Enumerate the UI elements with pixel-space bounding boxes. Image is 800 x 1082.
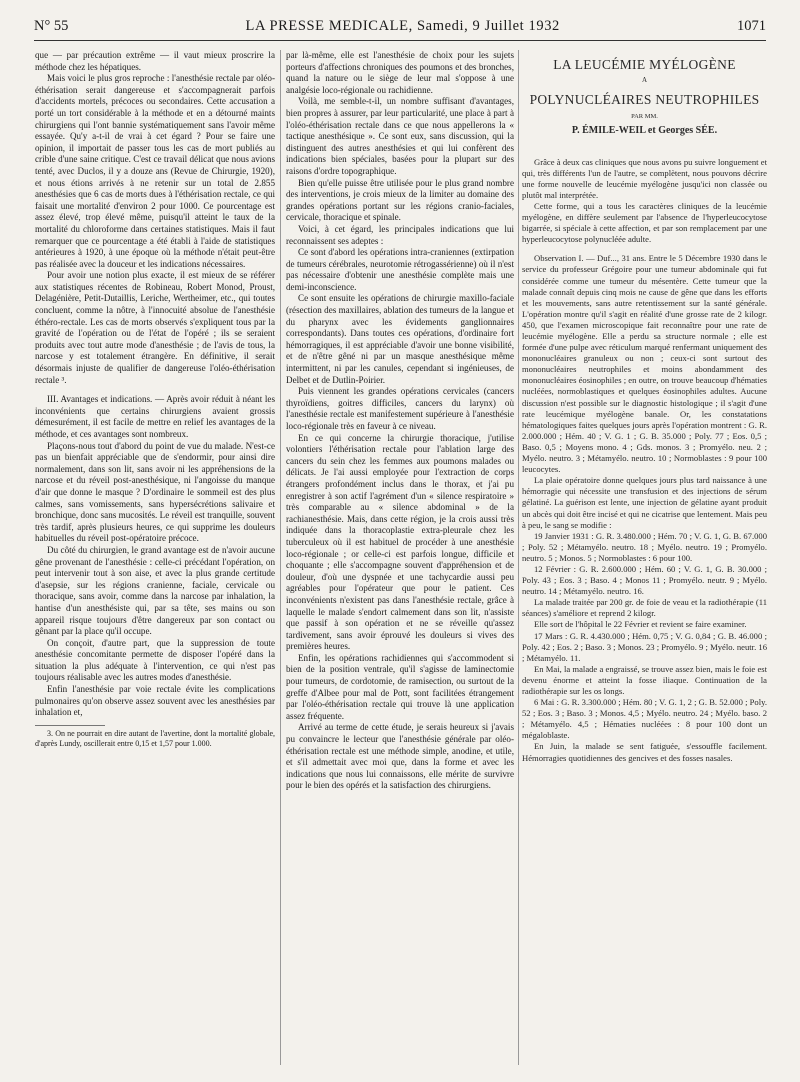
paragraph: Voilà, me semble-t-il, un nombre suffisant d'avantages, bien propres à assurer, par leur particularité, une place à part à l'oléo-éthérisation rectale dans ce que nous appellerons la « tactique anesthésique ». Ce sont eux, sans discussion, qui la distinguent des autres anesthésies et qui lui confèrent des indications bien spéciales, basées pour la plupart sur des raisons d'ordre topographique. bbox=[286, 96, 514, 176]
paragraph: Grâce à deux cas cliniques que nous avons pu suivre longuement et qui, très différents l'un de l'autre, se complètent, nous pouvons décrire une forme nouvelle de leucémie myélogène jusqu'ici non classée ou plutôt mal interprétée. bbox=[522, 156, 767, 200]
article-title-connector: A bbox=[641, 76, 648, 84]
paragraph: Plaçons-nous tout d'abord du point de vue du malade. N'est-ce pas un bienfait appréciable que de s'endormir, pour ainsi dire normalement, dans son lit, sans avoir ni les appréhensions de la narcose et du réveil post-anesthésique, ni l'angoisse du manque d'air que donne le masque ? D'ordinaire le sommeil est des plus calmes, sans vomissements, sans hypersécrétions salivaire et bronchique, donc sans mucosités. Le réveil est tranquille, souvent très tardif, après plusieurs heures, ce qui supprime les douleurs habituelles du réveil post-opératoire précoce. bbox=[35, 440, 275, 544]
article-authors: P. ÉMILE-WEIL et Georges SÉE. bbox=[571, 125, 718, 136]
article-title-line-1: LA LEUCÉMIE MYÉLOGÈNE bbox=[553, 57, 736, 72]
paragraph: En ce qui concerne la chirurgie thoracique, j'utilise volontiers l'éthérisation rectale pour l'ablation large des cancers du sein chez les femmes aux poumons malades ou délicats. Je l'ai aussi employée pour l'extraction de corps étrangers profondément inclus dans le thorax, et j'ai pu enregistrer à son actif l'agrément d'un « silence respiratoire » très comparable au « silence abdominal » de la rachianesthésie. Mais, dans cette région, je la crois aussi très indiquée dans la thoracoplastie extra-pleurale chez les tuberculeux où il est habituel de procéder à une anesthésie loco-régionale ; or celle-ci est parfois longue, difficile et choquante ; elle s'accompagne souvent d'appréhension et de douleur, d'où une dyspnée et une tachycardie aussi peu agréables pour l'opérateur que pour le patient. Ces inconvénients n'existent pas dans l'anesthésie rectale, grâce à laquelle le malade s'endort calmement dans son lit, n'assiste que passif à son opération et ne se réveille qu'assez tardivement, sans avoir éprouvé les douleurs si vives des premières heures. bbox=[286, 432, 514, 652]
paragraph: Voici, à cet égard, les principales indications que lui reconnaissent ses adeptes : bbox=[286, 223, 514, 246]
paragraph: Arrivé au terme de cette étude, je serais heureux si j'avais pu convaincre le lecteur que l'anesthésie générale par oléo-éthérisation rectale est une méthode simple, anodine, et utile, et s'il admettait avec moi que, dans la forme et avec les indications que nous lui connaissons, elle mérite de survivre pour le bien des opérés et la satisfaction des chirurgiens. bbox=[286, 722, 514, 791]
column-3 bbox=[522, 50, 767, 1070]
authors-prefix: PAR MM. bbox=[631, 113, 658, 120]
paragraph: Elle sort de l'hôpital le 22 Février et revient se faire examiner. bbox=[534, 619, 747, 630]
column-divider bbox=[280, 50, 281, 1065]
column-1 bbox=[35, 50, 275, 1070]
paragraph: Pour avoir une notion plus exacte, il est mieux de se référer aux statistiques récentes de Robineau, Robert Monod, Proust, Delagénière, Petit-Dutaillis, Leriche, Wertheimer, etc., qui toutes concluent, comme la nôtre, à l'innocuité absolue de l'anesthésie éthéro-rectale. Les cas de morts observés s'expliquent tous par la gravité de l'opération ou de l'état de l'opéré ; ils se seraient produits avec tout autre mode d'anesthésie ; de l'avis de tous, la narcose y est totalement étrangère. En définitive, il serait désormais injuste de qualifier de dangereuse l'oléo-éthérisation rectale ³. bbox=[35, 270, 275, 385]
column-2 bbox=[286, 50, 514, 1070]
paragraph: En Juin, la malade se sent fatiguée, s'essouffle facilement. Hémorragies quotidiennes des gencives et des fosses nasales. bbox=[522, 741, 767, 763]
issue-number: N° 55 bbox=[34, 18, 69, 34]
paragraph: 6 Mai : G. R. 3.300.000 ; Hém. 80 ; V. G. 1, 2 ; G. B. 52.000 ; Poly. 52 ; Eos. 3 ; Baso. 3 ; Monos. 4,5 ; Myélo. neutro. 24 ; Myélo. baso. 2 ; Métamyélo. 4,5 ; Hématies nucléées : 8 pour 100 dont un mégaloblaste. bbox=[522, 697, 767, 741]
paragraph: 17 Mars : G. R. 4.430.000 ; Hém. 0,75 ; V. G. 0,84 ; G. B. 46.000 ; Poly. 42 ; Eos. 2 ; Baso. 3 ; Monos. 23 ; Promyélo. 9 ; Myélo. neutr. 16 ; Métamyélo. 11. bbox=[522, 630, 767, 663]
paragraph: Bien qu'elle puisse être utilisée pour le plus grand nombre des interventions, je crois mieux de la limiter au domaine des grandes opérations portant sur les régions cranio-faciales, cervicale, thoracique et spinale. bbox=[286, 177, 514, 223]
paragraph: que — par précaution extrême — il vaut mieux proscrire la méthode chez les hépatiques. bbox=[35, 50, 275, 72]
paragraph: Puis viennent les grandes opérations cervicales (cancers thyroïdiens, goitres difficiles, cancers du larynx) où l'anesthésie rectale est manifestement supérieure à l'anesthésie loco-régionale très en faveur à ce niveau. bbox=[286, 386, 514, 431]
footnote: 3. On ne pourrait en dire autant de l'avertine, dont la mortalité globale, d'après Lundy, oscillerait entre 0,15 et 1,57 pour 1.000. bbox=[35, 728, 275, 748]
section-heading-paragraph: III. Avantages et indications. — Après avoir réduit à néant les inconvénients que certains chirurgiens avaient grossis démesurément, il est facile de mettre en relief les avantages de la méthode, et ces avantages sont nombreux. bbox=[35, 394, 275, 439]
paragraph: On conçoit, d'autre part, que la suppression de toute anesthésie concomitante permette de disposer l'opéré dans la situation la plus adéquate à l'intervention, ce qui n'est pas toujours réalisable avec les autres modes d'anesthésie. bbox=[35, 637, 275, 683]
paragraph: Ce sont ensuite les opérations de chirurgie maxillo-faciale (résection des maxillaires, ablation des tumeurs de la langue et du pharynx avec les évidements ganglionnaires correspondants). Dans toutes ces opérations, d'ordinaire fort hémorragiques, il est appréciable d'avoir une bonne visibilité, et de n'être gêné ni par un masque anesthésique même intermittent, ni par les canules, cependant si ingénieuses, de Delbet et de Dutlin-Poirier. bbox=[286, 293, 514, 385]
paragraph: par là-même, elle est l'anesthésie de choix pour les sujets porteurs d'affections chroniques des poumons et des bronches, quand la nature ou le siège de leur mal s'oppose à une analgésie loco-régionale ou rachidienne. bbox=[286, 50, 514, 95]
paragraph: Mais voici le plus gros reproche : l'anesthésie rectale par oléo-éthérisation serait dangereuse et s'accompagnerait parfois d'accidents mortels, précoces ou secondaires. Cette accusation a porté un tort considérable à la méthode et en a détourné maints chirurgiens qui l'ont bannie systématiquement sans l'avoir même essayée. Qu'y a-t-il de vrai à cet égard ? Pour se faire une opinion, il importait de passer tous les cas de mort publiés au crible d'une saine critique. C'est ce travail délicat que nous avions tenté, avec Duclos, il y a douze ans (Revue de Chirurgie, 1920), et nous étions arrivés à ne retenir sur un total de 2.855 anesthésies que 6 cas de morts dues à l'éthérisation rectale, ce qui faisait une mortalité d'environ 2 pour 1000. Ce pourcentage est assez élevé, trop élevé même, puisqu'il atteint le taux de la mortalité du chloroforme dans certaines statistiques. Mais il faut remarquer que ce pourcentage a été établi à l'aide de statistiques antérieures à 1920, à une époque où la méthode n'était peut-être pas réalisée avec la douceur et les indications nécessaires. bbox=[35, 73, 275, 269]
journal-title: LA PRESSE MEDICALE, Samedi, 9 Juillet 1932 bbox=[245, 18, 560, 34]
paragraph: En Mai, la malade a engraissé, se trouve assez bien, mais le foie est devenu énorme et atteint la fosse iliaque. Continuation de la radiothérapie sur les os longs. bbox=[522, 663, 767, 696]
observation-paragraph: Observation I. — Duf..., 31 ans. Entre le 5 Décembre 1930 dans le service du professeur Grégoire pour une tumeur abdominale qui fut considérée comme une tumeur du mésentère. Cette tumeur que la malade connaît depuis cinq mois ne cause de gêne que dans les efforts et les mouvements, sans autre retentissement sur la santé générale. L'opération montre qu'il s'agit en réalité d'une grosse rate de 2 kilogr. 450, que l'examen microscopique fait reconnaître pour une rate de leucémie myélogène. Elle a perdu sa structure normale ; elle est formée d'une pulpe avec réticulum marqué renfermant uniquement des mononucléaires granuleux ou non ; ceux-ci sont surtout des mononucléaires neutrophiles et moins abondamment des mononucléaires éosinophiles ; en outre, on trouve beaucoup d'hématies nucléées, normoblastiques et quelques éosinophiles adultes. Aucune discussion n'est possible sur le diagnostic histologique ; il s'agit d'une rate leucémique myélogène banale. Or, les constatations hématologiques faites quelques jours après l'opération montrent : G. R. 2.000.000 ; Hém. 40 ; V. G. 1 ; G. B. 35.000 ; Poly. 77 ; Eos. 0,5 ; Baso. 0,5 ; Moyens mono. 4 ; Gds. monos. 3 ; Promyélo. neu. 2 ; Myélo. neutro. 3 ; Métamyélo. neutro. 10 ; Normoblastes : 9 pour 100 leucocytes. bbox=[522, 253, 767, 475]
paragraph: Du côté du chirurgien, le grand avantage est de n'avoir aucune gêne provenant de l'anesthésie : celle-ci précédant l'opération, on peut intervenir tout à son aise, et avec la plus grande certitude d'asepsie, sur les régions cranienne, faciale, cervicale ou thoracique, sans avoir, comme dans la narcose par inhalation, la hantise d'un anesthésiste qui, par sa tête, ses mains ou son appareil risque toujours d'être dangereux par son contact ou gênant par la place qu'il occupe. bbox=[35, 544, 275, 637]
page-header bbox=[34, 18, 766, 41]
column-divider bbox=[518, 50, 519, 1065]
paragraph: 12 Février : G. R. 2.600.000 ; Hém. 60 ; V. G. 1, G. B. 30.000 ; Poly. 43 ; Eos. 3 ; Baso. 4 ; Monos 11 ; Promyélo. neutr. 9 ; Myélo. neutro. 14 ; Métamyélo. neutro. 16. bbox=[522, 563, 767, 597]
paragraph: Ce sont d'abord les opérations intra-craniennes (extirpation de tumeurs cérébrales, neurotomie rétrogassérienne) où il n'est pas nécessaire d'obtenir une anesthésie complète mais une demi-inconscience. bbox=[286, 247, 514, 292]
article-title-line-2: POLYNUCLÉAIRES NEUTROPHILES bbox=[529, 92, 760, 107]
paragraph: Enfin l'anesthésie par voie rectale évite les complications pulmonaires qu'on observe assez souvent avec les anesthésies par inhalation et, bbox=[35, 684, 275, 718]
paragraph: 19 Janvier 1931 : G. R. 3.480.000 ; Hém. 70 ; V. G. 1, G. B. 67.000 ; Poly. 52 ; Métamyélo. neutro. 18 ; Myélo. neutro. 19 ; Promyélo. neutro. 5 ; Monos. 5 ; Normoblastes : 6 pour 100. bbox=[522, 530, 767, 563]
paragraph: Cette forme, qui a tous les caractères cliniques de la leucémie myélogène, en diffère seulement par l'absence de l'hyperleucocytose bigarrée, si spéciale à cette affection, et par son remplacement par une hyperleucocytose polynucléée adulte. bbox=[522, 200, 767, 245]
paragraph: Enfin, les opérations rachidiennes qui s'accommodent si bien de la position ventrale, qu'il s'agisse de laminectomie pour tumeurs, de cordotomie, de ramisection, ou surtout de la greffe d'Albee pour mal de Pott, sont facilitées étrangement par l'oléo-éthérisation rectale qui trouve là une application assez fréquente. bbox=[286, 652, 514, 721]
page-number: 1071 bbox=[737, 18, 766, 34]
paragraph: La plaie opératoire donne quelques jours plus tard naissance à une hémorragie qui nécessite une transfusion et des injections de sérum gélatiné. La guérison est lente, une injection de gélatine ayant produit un abcès qui doit être incisé et qui ne cicatrise que lentement. Mais peu à peu, le sang se modifie : bbox=[522, 475, 767, 530]
footnote-rule bbox=[35, 725, 105, 726]
paragraph: La malade traitée par 200 gr. de foie de veau et la radiothérapie (11 séances) s'améliore et reprend 2 kilogr. bbox=[522, 597, 767, 619]
